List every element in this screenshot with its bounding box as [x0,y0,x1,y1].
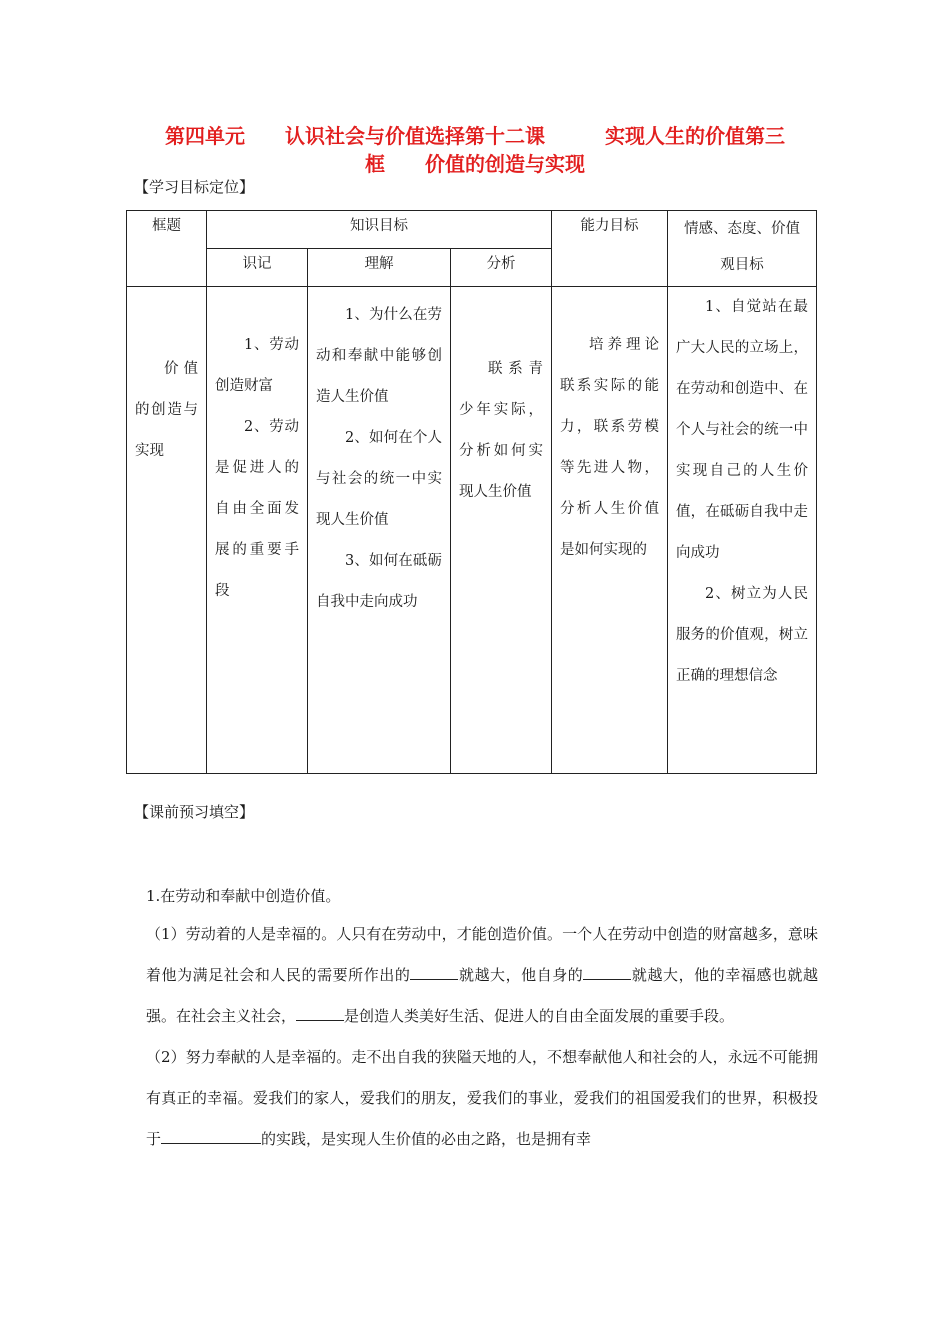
memory-item-2: 2、劳动是促进人的自由全面发展的重要手段 [215,419,299,599]
title-line-2: 框 价值的创造与实现 [365,152,585,176]
header-understand: 理解 [308,249,451,287]
header-knowledge: 知识目标 [207,211,552,249]
p2-part-a: （2）努力奉献的人是幸福的。走不出自我的狭隘天地的人，不想奉献他人和社会的人，永远不可能拥有真正的幸福。爱我们的家人，爱我们的朋友，爱我们的事业，爱我们的祖国爱我们的世界，积极投于 [146,1048,818,1148]
header-frame: 框题 [127,211,207,287]
cell-frame [127,287,207,774]
blank-3[interactable] [296,1004,344,1021]
paragraph-1 [146,914,818,1037]
header-analyze: 分析 [451,249,552,287]
p1-part-a: （1）劳动着的人是幸福的。人只有在劳动中，才能创造价值。一个人在劳动中创造的财富越多，意味着他为满足社会和人民的需要所作出的 [146,925,818,984]
item-1: 1.在劳动和奉献中创造价值。 [146,887,341,905]
blank-2[interactable] [583,963,631,980]
header-ability: 能力目标 [552,211,668,287]
understand-item-2: 2、如何在个人与社会的统一中实现人生价值 [316,430,442,528]
memory-item-1: 1、劳动创造财富 [215,337,299,394]
document-title [130,122,820,178]
p1-part-c: 就越大，他的幸福感也就越强。在社会主义社会， [146,966,818,1025]
p2-part-b: 的实践，是实现人生价值的必由之路，也是拥有幸 [261,1130,592,1148]
p1-part-b: 就越大，他自身的 [458,966,584,984]
section-preview: 【课前预习填空】 [134,803,255,821]
analyze-text: 联系青少年实际，分析如何实现人生价值 [459,361,543,500]
ability-text: 培养理论联系实际的能力，联系劳模等先进人物，分析人生价值是如何实现的 [560,337,659,558]
understand-item-1: 1、为什么在劳动和奉献中能够创造人生价值 [316,307,442,405]
cell-understand [308,287,451,774]
cell-emotion [668,287,817,774]
paragraph-2 [146,1037,818,1160]
blank-1[interactable] [410,963,458,980]
body-content [146,878,818,1160]
cell-memory [207,287,308,774]
p1-part-d: 是创造人类美好生活、促进人的自由全面发展的重要手段。 [344,1007,735,1025]
header-memory: 识记 [207,249,308,287]
emotion-item-1: 1、自觉站在最广大人民的立场上，在劳动和创造中、在个人与社会的统一中实现自己的人生价值，在砥砺自我中走向成功 [676,299,808,561]
objectives-table [126,210,817,774]
cell-analyze [451,287,552,774]
understand-item-3: 3、如何在砥砺自我中走向成功 [316,553,442,610]
cell-ability [552,287,668,774]
emotion-item-2: 2、树立为人民服务的价值观，树立正确的理想信念 [676,586,808,684]
blank-4[interactable] [161,1127,261,1144]
section-objectives: 【学习目标定位】 [134,178,255,196]
title-line-1: 第四单元 认识社会与价值选择第十二课 实现人生的价值第三 [165,124,785,148]
frame-text: 价值的创造与实现 [135,361,198,459]
header-emotion: 情感、态度、价值观目标 [668,211,817,287]
